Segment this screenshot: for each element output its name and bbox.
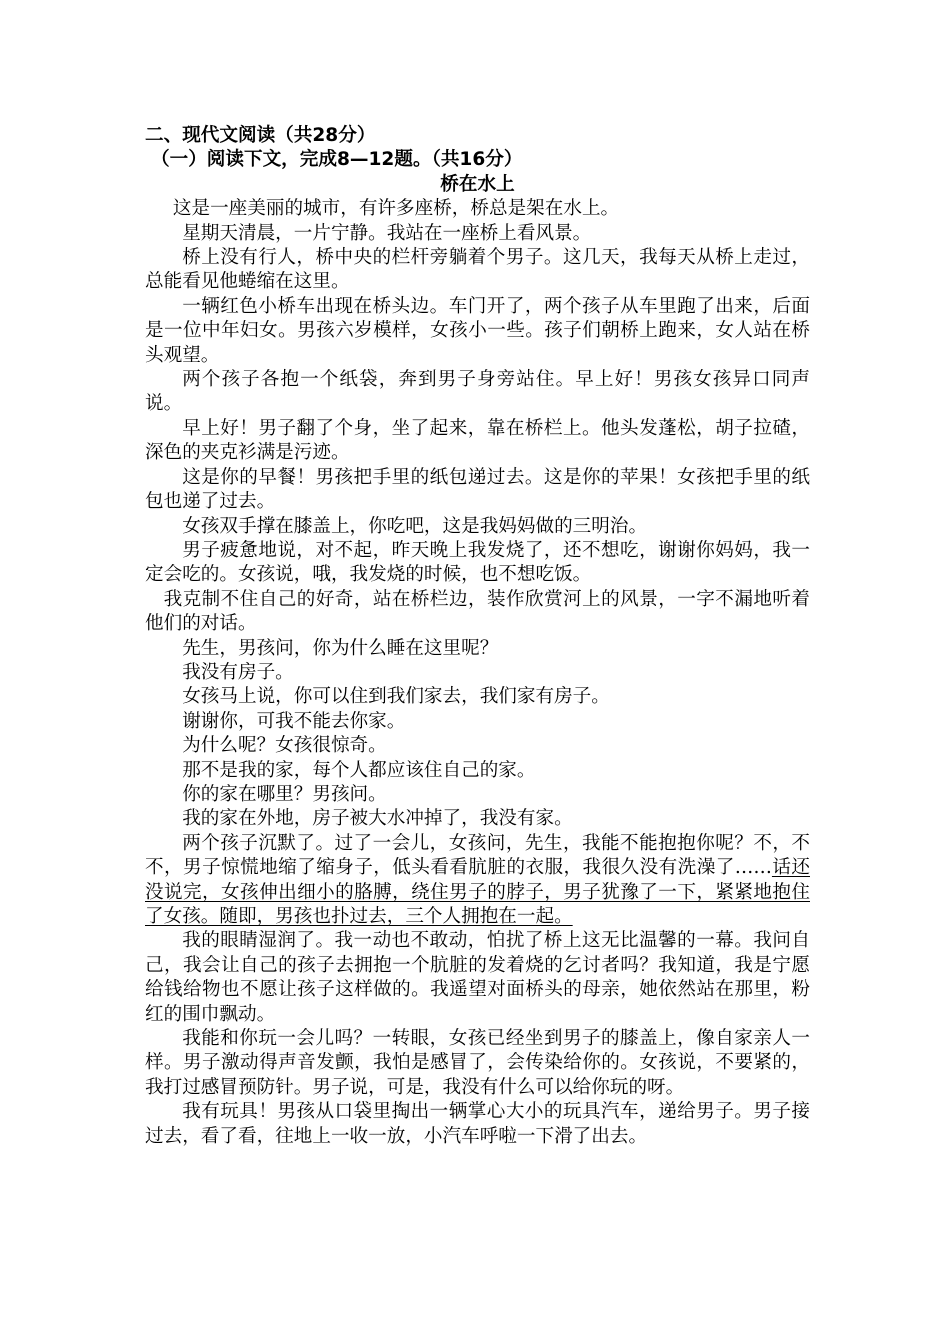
underlined-sentence: 话还没说完，女孩伸出细小的胳膊，绕住男子的脖子，男子犹豫了一下，紧紧地抱住了女孩。随即，男孩也扑过去，三个人拥抱在一起。 — [145, 857, 810, 927]
paragraph: 谢谢你，可我不能去你家。 — [182, 710, 406, 732]
paragraph: 男子疲惫地说，对不起，昨天晚上我发烧了，还不想吃，谢谢你妈妈，我一定会吃的。女孩说，哦，我发烧的时候，也不想吃饭。 — [145, 539, 810, 586]
paragraph: 桥上没有行人，桥中央的栏杆旁躺着个男子。这几天，我每天从桥上走过，总能看见他蜷缩在这里。 — [145, 247, 810, 293]
paragraph: 这是你的早餐！男孩把手里的纸包递过去。这是你的苹果！女孩把手里的纸包也递了过去。 — [145, 466, 810, 513]
paragraph: 我有玩具！男孩从口袋里掏出一辆掌心大小的玩具汽车，递给男子。男子接过去，看了看，往地上一收一放，小汽车呼啦一下滑了出去。 — [145, 1101, 810, 1147]
article-title: 桥在水上 — [440, 173, 515, 195]
paragraph: 女孩马上说，你可以住到我们家去，我们家有房子。 — [182, 686, 610, 708]
paragraph: 我克制不住自己的好奇，站在桥栏边，装作欣赏河上的风景，一字不漏地听着他们的对话。 — [145, 588, 810, 635]
section-title: 二、现代文阅读（共28分） — [145, 125, 376, 146]
paragraph: 两个孩子各抱一个纸袋，奔到男子身旁站住。早上好！男孩女孩异口同声说。 — [145, 369, 810, 415]
paragraph-hug-text: 两个孩子沉默了。过了一会儿，女孩问，先生，我能不能抱抱你呢？不，不不，男子惊慌地缩了缩身子，低头看看肮脏的衣服，我很久没有洗澡了…… — [145, 832, 810, 879]
paragraph: 我的家在外地，房子被大水冲掉了，我没有家。 — [182, 808, 573, 830]
paragraph: 我没有房子。 — [182, 661, 294, 683]
paragraph: 我能和你玩一会儿吗？一转眼，女孩已经坐到男子的膝盖上，像自家亲人一样。男子激动得声音发颤，我怕是感冒了，会传染给你的。女孩说，不要紧的，我打过感冒预防针。男子说，可是，我没有什么可以给你玩的呀。 — [145, 1028, 810, 1098]
paragraph: 为什么呢？女孩很惊奇。 — [182, 735, 387, 757]
paragraph: 我的眼睛湿润了。我一动也不敢动，怕扰了桥上这无比温馨的一幕。我问自己，我会让自己的孩子去拥抱一个肮脏的发着烧的乞讨者吗？我知道，我是宁愿给钱给物也不愿让孩子这样做的。我遥望对面桥头的母亲，她依然站在那里，粉红的围巾飘动。 — [145, 930, 810, 1025]
document-page — [145, 124, 810, 1149]
paragraph: 这是一座美丽的城市，有许多座桥，桥总是架在水上。 — [172, 198, 620, 220]
paragraph: 女孩双手撑在膝盖上，你吃吧，这是我妈妈做的三明治。 — [182, 515, 648, 537]
paragraph: 早上好！男子翻了个身，坐了起来，靠在桥栏上。他头发蓬松，胡子拉碴，深色的夹克衫满是污迹。 — [145, 417, 810, 464]
paragraph: 那不是我的家，每个人都应该住自己的家。 — [182, 759, 536, 781]
paragraph: 星期天清晨，一片宁静。我站在一座桥上看风景。 — [182, 222, 592, 244]
paragraph: 你的家在哪里？男孩问。 — [182, 783, 387, 805]
paragraph-hug — [145, 832, 810, 930]
sub-title: （一）阅读下文，完成8—12题。（共16分） — [151, 149, 523, 171]
paragraph: 先生，男孩问，你为什么睡在这里呢？ — [182, 637, 499, 659]
paragraph: 一辆红色小桥车出现在桥头边。车门开了，两个孩子从车里跑了出来，后面是一位中年妇女。男孩六岁模样，女孩小一些。孩子们朝桥上跑来，女人站在桥头观望。 — [145, 295, 810, 366]
